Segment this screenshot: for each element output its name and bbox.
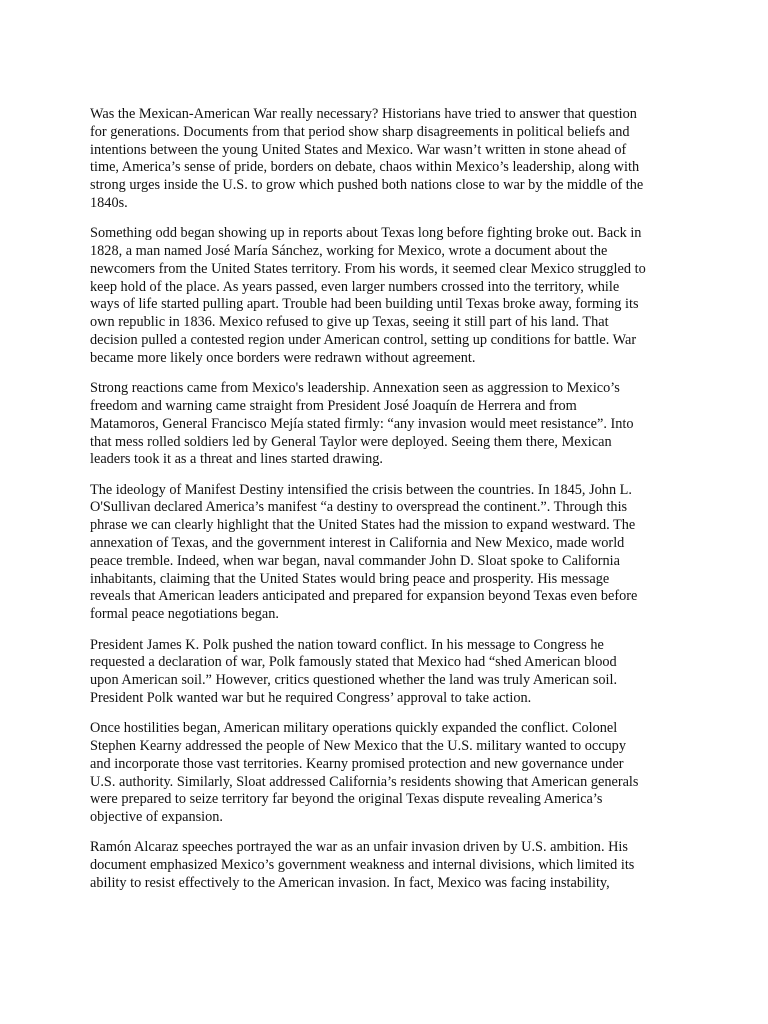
text-line: 1828, a man named José María Sánchez, working for Mexico, wrote a document about the <box>90 243 608 260</box>
text-line: Something odd began showing up in reports about Texas long before fighting broke out. Back in <box>90 225 642 242</box>
paragraph-6 <box>90 720 690 827</box>
text-line: strong urges inside the U.S. to grow which pushed both nations close to war by the middle of the <box>90 177 644 194</box>
text-line: formal peace negotiations began. <box>90 606 279 623</box>
text-line: objective of expansion. <box>90 809 224 826</box>
paragraph-2 <box>90 225 690 367</box>
text-line: inhabitants, claiming that the United States would bring peace and prosperity. His message <box>90 570 610 587</box>
text-line: ability to resist effectively to the American invasion. In fact, Mexico was facing instability, <box>90 875 610 892</box>
text-line: newcomers from the United States territory. From his words, it seemed clear Mexico struggled to <box>90 260 646 277</box>
text-line: for generations. Documents from that period show sharp disagreements in political beliefs and <box>90 123 630 140</box>
text-line: ways of life started pulling apart. Trouble had been building until Texas broke away, forming its <box>90 296 639 313</box>
text-line: reveals that American leaders anticipated and prepared for expansion beyond Texas even before <box>90 588 638 605</box>
text-line: The ideology of Manifest Destiny intensified the crisis between the countries. In 1845, John L. <box>90 481 632 498</box>
text-line: President James K. Polk pushed the nation toward conflict. In his message to Congress he <box>90 636 604 653</box>
text-line: and incorporate those vast territories. Kearny promised protection and new governance under <box>90 755 624 772</box>
text-line: keep hold of the place. As years passed, even larger numbers crossed into the territory, while <box>90 278 620 295</box>
text-line: requested a declaration of war, Polk famously stated that Mexico had “shed American blood <box>90 654 617 671</box>
text-line: Strong reactions came from Mexico's leadership. Annexation seen as aggression to Mexico’s <box>90 380 620 397</box>
text-line: peace tremble. Indeed, when war began, naval commander John D. Sloat spoke to California <box>90 552 620 569</box>
paragraph-5 <box>90 637 690 708</box>
text-line: leaders took it as a threat and lines started drawing. <box>90 451 383 468</box>
text-line: own republic in 1836. Mexico refused to give up Texas, seeing it still part of his land. That <box>90 314 609 331</box>
text-line: were prepared to seize territory far beyond the original Texas dispute revealing America’s <box>90 791 603 808</box>
text-line: phrase we can clearly highlight that the United States had the mission to expand westward. The <box>90 517 636 534</box>
paragraph-3 <box>90 380 690 469</box>
text-line: U.S. authority. Similarly, Sloat addressed California’s residents showing that American generals <box>90 773 639 790</box>
paragraph-4 <box>90 482 690 624</box>
text-line: document emphasized Mexico’s government weakness and internal divisions, which limited its <box>90 857 635 874</box>
paragraph-7 <box>90 839 690 892</box>
text-line: upon American soil.” However, critics questioned whether the land was truly American soil. <box>90 672 618 689</box>
text-line: 1840s. <box>90 194 128 211</box>
text-line: Once hostilities began, American military operations quickly expanded the conflict. Colonel <box>90 720 618 737</box>
paragraph-1 <box>90 106 690 213</box>
text-line: Matamoros, General Francisco Mejía stated firmly: “any invasion would meet resistance”. Into <box>90 415 634 432</box>
text-line: decision pulled a contested region under American control, setting up conditions for battle. War <box>90 332 637 349</box>
text-line: Stephen Kearny addressed the people of New Mexico that the U.S. military wanted to occupy <box>90 738 626 754</box>
text-line: intentions between the young United States and Mexico. War wasn’t written in stone ahead of <box>90 141 627 158</box>
text-line: President Polk wanted war but he required Congress’ approval to take action. <box>90 689 532 706</box>
text-line: time, America’s sense of pride, borders on debate, chaos within Mexico’s leadership, along with <box>90 159 640 176</box>
text-line: that mess rolled soldiers led by General Taylor were deployed. Seeing them there, Mexican <box>90 433 612 450</box>
document-body <box>90 106 690 905</box>
text-line: freedom and warning came straight from President José Joaquín de Herrera and from <box>90 397 577 414</box>
text-line: Was the Mexican-American War really necessary? Historians have tried to answer that question <box>90 106 637 122</box>
text-line: became more likely once borders were redrawn without agreement. <box>90 349 476 366</box>
text-line: annexation of Texas, and the government interest in California and New Mexico, made world <box>90 535 625 552</box>
text-line: O'Sullivan declared America’s manifest “a destiny to overspread the continent.”. Through this <box>90 499 628 516</box>
text-line: Ramón Alcaraz speeches portrayed the war as an unfair invasion driven by U.S. ambition. His <box>90 839 628 856</box>
